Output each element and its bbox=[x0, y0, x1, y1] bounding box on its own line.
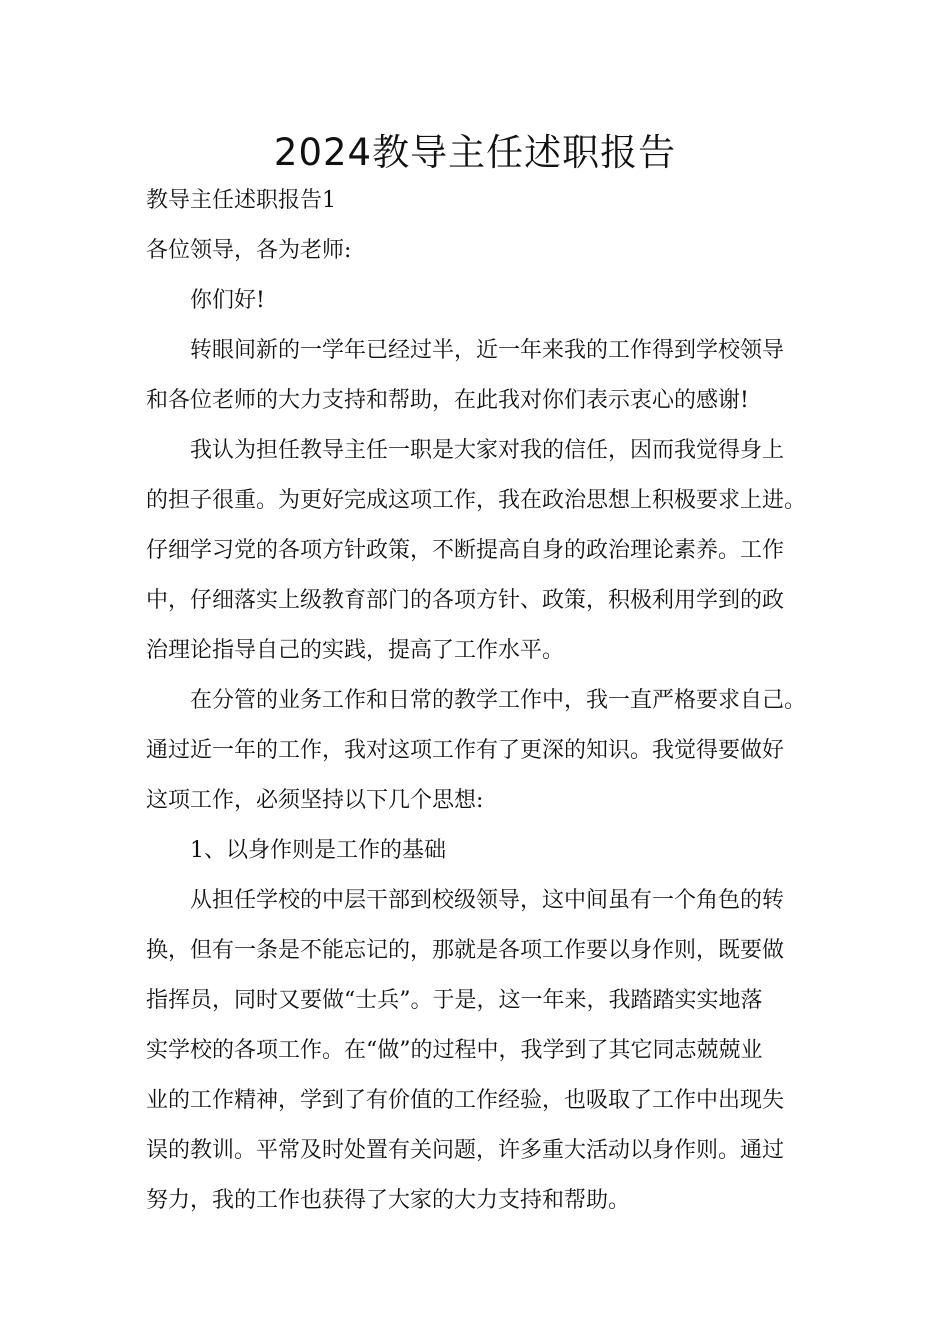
text-line: 我认为担任教导主任一职是大家对我的信任，因而我觉得身上 bbox=[190, 438, 785, 463]
text-line: 中，仔细落实上级教育部门的各项方针、政策，积极利用学到的政 bbox=[146, 588, 785, 613]
text-line: 通过近一年的工作，我对这项工作有了更深的知识。我觉得要做好 bbox=[146, 738, 785, 763]
text-line: 实学校的各项工作。在“做”的过程中，我学到了其它同志兢兢业 bbox=[146, 1038, 763, 1063]
text-line: 各位领导，各为老师: bbox=[146, 238, 352, 263]
text-line: 在分管的业务工作和日常的教学工作中，我一直严格要求自己。 bbox=[190, 688, 807, 713]
text-line: 业的工作精神，学到了有价值的工作经验，也吸取了工作中出现失 bbox=[146, 1088, 785, 1113]
text-line: 你们好! bbox=[190, 288, 265, 313]
text-line: 从担任学校的中层干部到校级领导，这中间虽有一个角色的转 bbox=[190, 888, 785, 913]
text-line: 换，但有一条是不能忘记的，那就是各项工作要以身作则，既要做 bbox=[146, 938, 785, 963]
text-line: 和各位老师的大力支持和帮助，在此我对你们表示衷心的感谢! bbox=[146, 388, 749, 413]
document-title: 2024教导主任述职报告 bbox=[273, 131, 677, 174]
text-line: 这项工作，必须坚持以下几个思想: bbox=[146, 788, 484, 813]
text-line: 指挥员，同时又要做“士兵”。于是，这一年来，我踏踏实实地落 bbox=[146, 988, 763, 1013]
text-line: 治理论指导自己的实践，提高了工作水平。 bbox=[146, 638, 565, 663]
text-line: 1、以身作则是工作的基础 bbox=[190, 838, 446, 863]
text-line: 努力，我的工作也获得了大家的大力支持和帮助。 bbox=[146, 1188, 631, 1213]
text-line: 的担子很重。为更好完成这项工作，我在政治思想上积极要求上进。 bbox=[146, 488, 807, 513]
text-line: 误的教训。平常及时处置有关问题，许多重大活动以身作则。通过 bbox=[146, 1138, 785, 1163]
text-line: 仔细学习党的各项方针政策，不断提高自身的政治理论素养。工作 bbox=[146, 538, 785, 563]
text-line: 转眼间新的一学年已经过半，近一年来我的工作得到学校领导 bbox=[190, 338, 785, 363]
text-line: 教导主任述职报告1 bbox=[146, 188, 336, 213]
